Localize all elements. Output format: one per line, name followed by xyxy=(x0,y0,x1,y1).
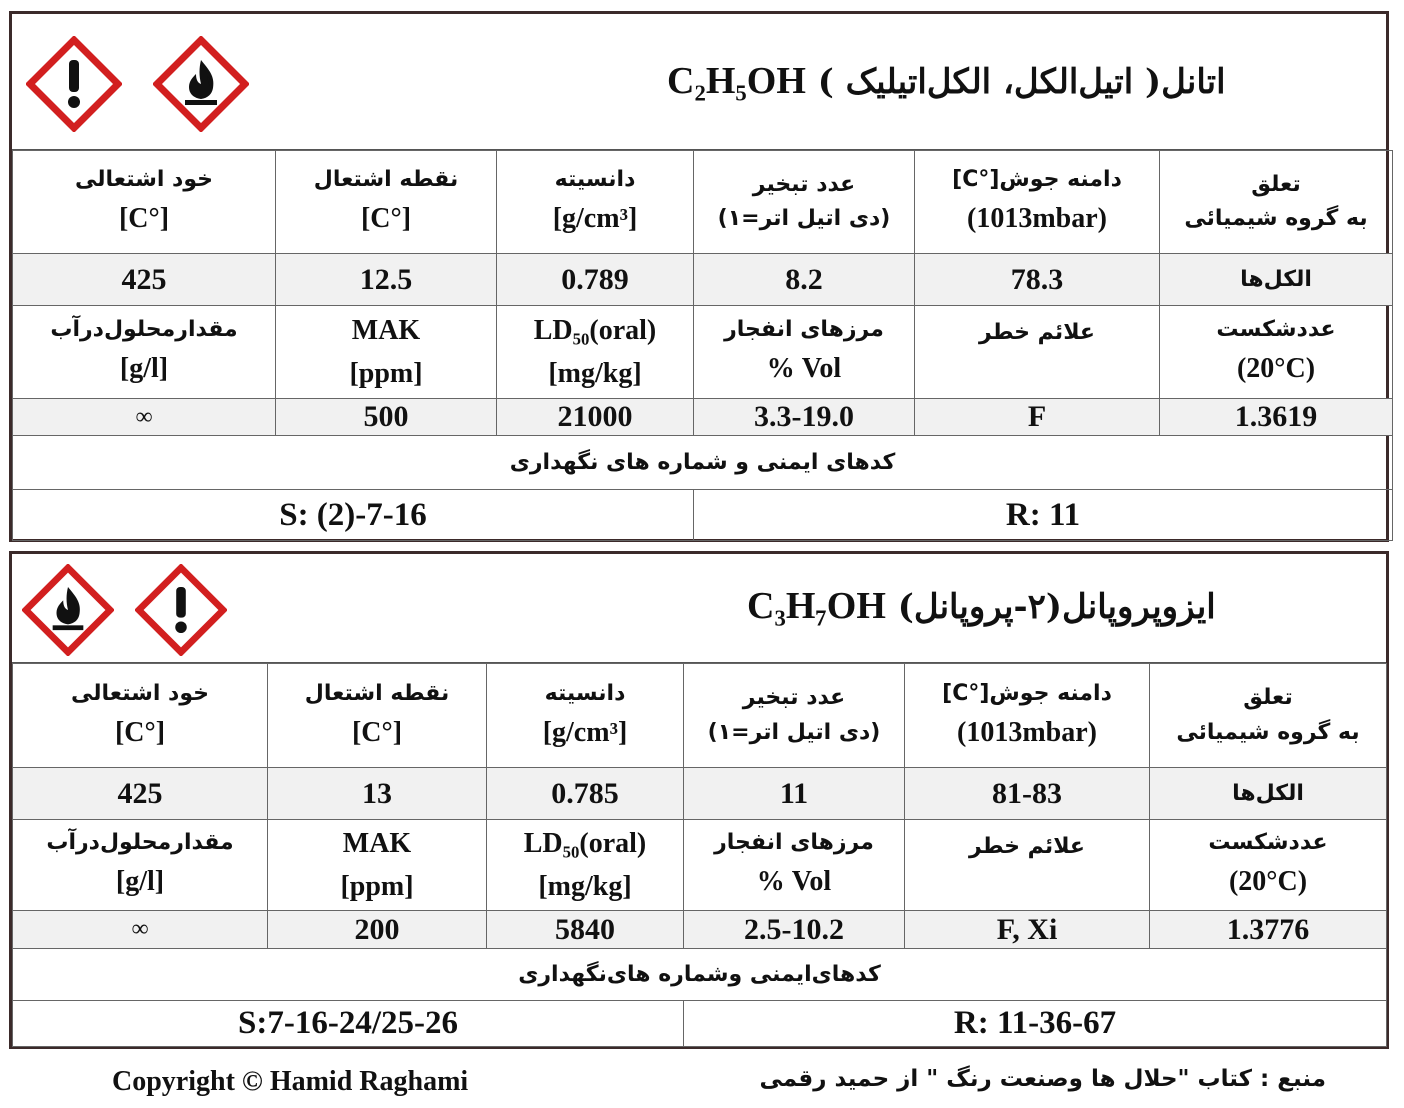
flame-hazard-icon xyxy=(153,36,249,132)
value-cell: 81-83 xyxy=(905,768,1150,820)
properties-table xyxy=(12,663,1387,1047)
header-cell: دامنه جوش[°C] (1013mbar) xyxy=(905,664,1150,768)
codes-label-row xyxy=(13,949,1387,1001)
header-cell: LD₅₀(oral) [mg/kg] xyxy=(487,820,684,911)
r-code: R: 11 xyxy=(694,490,1393,541)
value-cell: 13 xyxy=(268,768,487,820)
compound-formula: C₂H₅OH xyxy=(667,60,806,102)
header-cell: مقدارمحلول‌درآب [g/l] xyxy=(13,306,276,399)
copyright-text: Copyright © Hamid Raghami xyxy=(112,1066,469,1097)
flame-hazard-icon xyxy=(22,564,114,656)
header-cell: علائم خطر xyxy=(915,306,1160,399)
header-cell: خود اشتعالی [°C] xyxy=(13,664,268,768)
header-cell: دامنه جوش[°C] (1013mbar) xyxy=(915,151,1160,254)
header-row xyxy=(13,151,1393,254)
header-cell: مقدارمحلول‌درآب [g/l] xyxy=(13,820,268,911)
header-cell: تعلق به گروه شیمیائی xyxy=(1150,664,1387,768)
r-code: R: 11-36-67 xyxy=(684,1001,1387,1047)
isopropanol-card xyxy=(9,551,1389,1049)
codes-label: کدهای‌ایمنی وشماره های‌نگهداری xyxy=(13,949,1387,1001)
properties-table xyxy=(12,150,1393,541)
header-row xyxy=(13,820,1387,911)
s-code: S: (2)-7-16 xyxy=(13,490,694,541)
header-cell: نقطه اشتعال [°C] xyxy=(268,664,487,768)
header-cell: دانسیته [g/cm³] xyxy=(497,151,694,254)
header-cell: عدد تبخیر (دی اتیل اتر=۱) xyxy=(684,664,905,768)
value-cell: ∞ xyxy=(13,399,276,436)
header-cell: نقطه اشتعال [°C] xyxy=(276,151,497,254)
value-cell: 5840 xyxy=(487,911,684,949)
value-row xyxy=(13,399,1393,436)
value-cell: 2.5-10.2 xyxy=(684,911,905,949)
compound-name: ایزوپروپانل(۲-پروپانل) xyxy=(897,587,1216,627)
value-cell: 425 xyxy=(13,768,268,820)
value-cell: 21000 xyxy=(497,399,694,436)
compound-title xyxy=(747,584,1216,628)
compound-title xyxy=(667,59,1226,103)
value-cell: الکل‌ها xyxy=(1150,768,1387,820)
codes-label-row xyxy=(13,436,1393,490)
header-row xyxy=(13,664,1387,768)
value-cell: 1.3776 xyxy=(1150,911,1387,949)
value-cell: 11 xyxy=(684,768,905,820)
exclamation-hazard-icon xyxy=(26,36,122,132)
compound-name: اتانل( اتیل‌الکل، الکل‌اتیلیک ) xyxy=(817,62,1226,102)
header-cell: عددشکست (20°C) xyxy=(1150,820,1387,911)
header-cell: خود اشتعالی [°C] xyxy=(13,151,276,254)
codes-row xyxy=(13,490,1393,541)
header-cell: مرزهای انفجار Vol % xyxy=(694,306,915,399)
s-code: S:7-16-24/25-26 xyxy=(13,1001,684,1047)
value-cell: 0.785 xyxy=(487,768,684,820)
value-cell: 500 xyxy=(276,399,497,436)
card-title-row xyxy=(12,554,1386,663)
source-text: منبع : کتاب "حلال ها وصنعت رنگ " از حمید رقمی xyxy=(759,1066,1326,1092)
header-cell: تعلق به گروه شیمیائی xyxy=(1160,151,1393,254)
header-cell: دانسیته [g/cm³] xyxy=(487,664,684,768)
header-cell: LD₅₀(oral) [mg/kg] xyxy=(497,306,694,399)
header-row xyxy=(13,306,1393,399)
value-cell: 12.5 xyxy=(276,254,497,306)
card-title-row xyxy=(12,14,1386,150)
header-cell: MAK [ppm] xyxy=(276,306,497,399)
exclamation-hazard-icon xyxy=(135,564,227,656)
value-cell: ∞ xyxy=(13,911,268,949)
value-cell: 78.3 xyxy=(915,254,1160,306)
value-cell: 200 xyxy=(268,911,487,949)
compound-formula: C₃H₇OH xyxy=(747,585,886,627)
ethanol-card xyxy=(9,11,1389,542)
value-cell: 425 xyxy=(13,254,276,306)
value-row xyxy=(13,768,1387,820)
value-cell: 1.3619 xyxy=(1160,399,1393,436)
header-cell: عددشکست (20°C) xyxy=(1160,306,1393,399)
header-cell: علائم خطر xyxy=(905,820,1150,911)
value-row xyxy=(13,254,1393,306)
value-row xyxy=(13,911,1387,949)
value-cell: F, Xi xyxy=(905,911,1150,949)
value-cell: 0.789 xyxy=(497,254,694,306)
codes-label: کدهای ایمنی و شماره های نگهداری xyxy=(13,436,1393,490)
value-cell: 8.2 xyxy=(694,254,915,306)
value-cell: الکل‌ها xyxy=(1160,254,1393,306)
value-cell: 3.3-19.0 xyxy=(694,399,915,436)
header-cell: عدد تبخیر (دی اتیل اتر=۱) xyxy=(694,151,915,254)
codes-row xyxy=(13,1001,1387,1047)
value-cell: F xyxy=(915,399,1160,436)
header-cell: MAK [ppm] xyxy=(268,820,487,911)
header-cell: مرزهای انفجار Vol % xyxy=(684,820,905,911)
